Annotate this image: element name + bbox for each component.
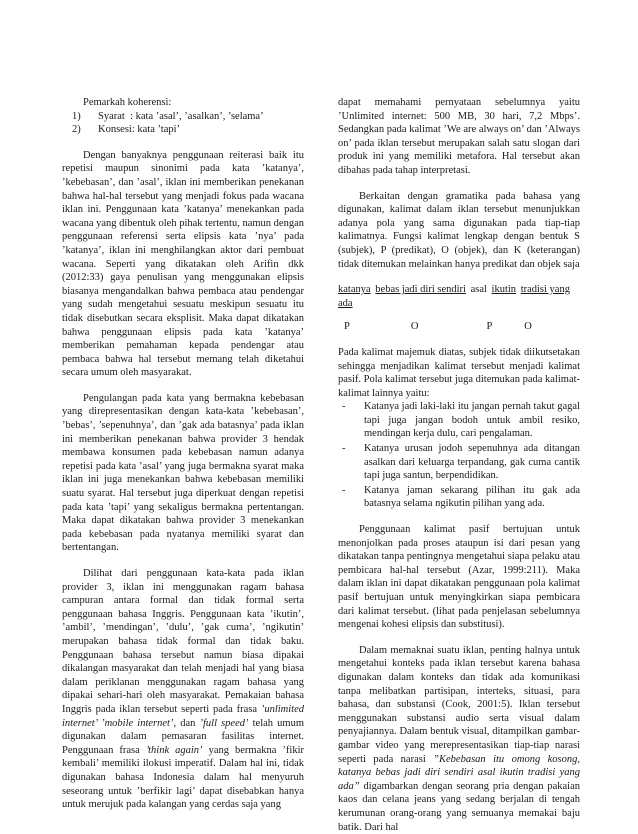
list-item	[338, 400, 580, 441]
coherence-marker-list	[62, 110, 304, 137]
pattern-label: P	[486, 321, 493, 333]
paragraph-reiteration: Dengan banyaknya penggunaan reiterasi baik itu repetisi maupun sinonimi pada kata ’katanya’, ’kebebasan’, dan ’asal’, iklan ini memberikan penekanan bahwa hal-hal tersebut yang menjadi fokus pada wacana iklan ini. Penggunaan kata ’katanya’ menekankan pada wacana yang dibentuk oleh pihak tertentu, namun dengan penggunaan referensi serta elipsis kata ’nya’ pada ’katanya’, iklan ini menghilangkan aktor dari pembuat wacana. Seperti yang dikatakan oleh Arifin dkk (2012:33) gaya penulisan yang menggunakan elipsis biasanya mengandalkan bahwa pembaca atau pendengar yang sudah mengetahui sesuatu meskipun sesuatu itu tidak disebutkan secara eksplisit. Maka dapat dikatakan bahwa penggunaan elipsis pada kata ’katanya’ memberikan pemahaman kepada pendengar atau pembaca bahwa hal tersebut memang telah diketahui secara umum oleh masyarakat.	[62, 149, 305, 379]
list-text: Konsesi: kata ’tapi’	[98, 124, 181, 136]
sentence-segment: asal	[470, 284, 487, 296]
pattern-label: P	[344, 321, 350, 333]
sentence-pattern	[338, 320, 580, 334]
list-text: Katanya urusan jodoh sepenuhnya ada ditangan asalkan dari keluarga terpandang, gak cuma cantik tapi juga santun, berpendidikan.	[364, 443, 580, 482]
sentence-segment: katanya	[338, 284, 371, 296]
left-column	[62, 96, 304, 812]
list-dash: -	[342, 484, 346, 496]
right-column	[338, 96, 580, 834]
paragraph-language-variety	[62, 567, 304, 812]
list-number: 2)	[72, 124, 81, 136]
pattern-label: O	[524, 321, 532, 333]
text-span: digambarkan dengan seorang pria dengan pakaian kaos dan celana jeans yang sedang berjalan di tengah kerumunan orang-orang yang semuanya memakai baju batik. Dari hal	[338, 780, 580, 833]
list-dash: -	[342, 443, 346, 455]
list-text: Syarat : kata ’asal’, ’asalkan’, ’selama’	[98, 110, 264, 122]
sentence-segment: tradisi yang ada	[338, 284, 570, 309]
italic-phrase: ”Kebebasan itu omong kosong, katanya bebas jadi diri sendiri asal ikutin tradisi yang ada”	[338, 753, 580, 792]
paragraph-continuation: dapat memahami pernyataan sebelumnya yaitu ’Unlimited internet: 500 MB, 30 hari, 7,2 Mbps’. Sedangkan pada kalimat ’We are always on’ dan ’Always on’ pada iklan tersebut merupakan salah satu slogan dari produk ini yang memiliki metafora. Hal tersebut akan dibahas pada tahap interpretasi.	[338, 97, 580, 176]
paragraph-passive: Pada kalimat majemuk diatas, subjek tidak diikutsetakan sehingga menjadikan kalimat tersebut menjadi kalimat pasif. Pola kalimat tersebut juga ditemukan pada kalimat-kalimat lainnya yaitu:	[338, 346, 581, 399]
paragraph-repetition: Pengulangan pada kata yang bermakna kebebasan yang direpresentasikan dengan kata-kata ’kebebasan’, ’bebas’, ’sepenuhnya’, dan ’gak ada batasnya’ pada iklan ini memberikan penekanan bahwa provider 3 hendak membawa konsumen pada kebebasan namun adanya repetisi pada kata ’asal’ yang juga bermakna syarat maka iklan ini juga menekankan bahwa kebebasan memiliki suatu syarat. Hal tersebut juga diperkuat dengan repetisi pada kata ’tapi’ yang sekaligus bermakna pertentangan. Maka dapat dikatakan bahwa provider 3 menekankan pada kebebasan pada nyatanya memiliki syarat dan bertentangan.	[62, 392, 304, 554]
list-item	[338, 442, 580, 483]
text-span: Dilihat dari penggunaan kata-kata pada iklan provider 3, iklan ini menggunakan ragam bahasa campuran antara formal dan tidak formal serta penggunaan bahasa Inggris. Penggunaan kata ’ikutin’, ’ambil’, ’mendingan’, ’dulu’, ’gak cuma’, ’ngikutin’ merupakan bahasa tidak formal dan tidak baku. Penggunaan bahasa tersebut namun biasa dipakai dikalangan masyarakat dan telah menjadi hal yang biasa dalam periklanan menggunakan ragam bahasa yang dipakai sehari-hari oleh masyarakat. Pemakaian bahasa Inggris pada iklan tersebut seperti pada frasa	[62, 568, 304, 715]
italic-phrase: ’think again’	[145, 744, 203, 756]
coherence-heading: Pemarkah koherensi:	[83, 97, 172, 108]
text-span: yang bermakna ’fikir kembali’ memiliki ilokusi imperatif. Dalam hal ini, tidak digunakan bahasa Indonesia dalam hal menyuruh seseorang untuk ’berfikir lagi’ dapat disebabkan hanya untuk merujuk pada kalangan yang cerdas saja yang	[62, 744, 304, 811]
italic-phrase: ’unlimited internet’ ’mobile internet’	[62, 703, 305, 729]
list-dash: -	[342, 401, 346, 413]
paragraph-grammar: Berkaitan dengan gramatika pada bahasa yang digunakan, kalimat dalam iklan tersebut menunjukkan adanya pola yang sama digunakan pada tiap-tiap kalimatnya. Fungsi kalimat lengkap dengan bentuk S (subjek), P (predikat), O (objek), dan K (keterangan) tidak ditemukan melainkan hanya predikat dan objek saja	[338, 190, 580, 270]
list-item	[338, 484, 580, 511]
example-sentence	[338, 283, 580, 310]
pattern-label: O	[410, 321, 419, 333]
text-span: , dan	[173, 717, 196, 729]
paragraph-passive-purpose: Penggunaan kalimat pasif bertujuan untuk menonjolkan pada proses ataupun isi dari pesan yang dikatakan tanpa pentingnya mengetahui siapa pelaku atau pembicara hal-hal tersebut (Azar, 1999:211). Maka dalam iklan ini dapat dikatakan penggunaan pola kalimat pasif bertujuan untuk menyingkirkan siapa pembicara dari kalimat tersebut. (lihat pada penjelasan sebelumnya mengenai kohesi elipsis dan substitusi).	[338, 524, 580, 631]
list-item	[62, 123, 304, 137]
list-item	[62, 110, 304, 124]
text-span: telah umum digunakan dalam pemasaran fasilitas internet. Penggunaan frasa	[62, 717, 304, 756]
paragraph-context	[338, 644, 580, 834]
sentence-segment: bebas jadi diri sendiri	[375, 284, 466, 296]
text-span: Dalam memaknai suatu iklan, penting halnya untuk mengetahui konteks pada iklan tersebut karena bahasa digunakan dalam konteks dan tidak ada komunikasi tanpa melibatkan partisipan, interteks, situasi, para bahasa, dan substansi (Cook, 2001:5). Iklan tersebut menggunakan substansi audio serta visual dalam penyajiannya. Dalam bentuk visual, ditampilkan gambar-gambar video yang merepresentasikan tiap-tiap narasi seperti pada narasi	[338, 644, 580, 765]
sentence-segment: ikutin	[491, 284, 517, 296]
italic-phrase: ’full speed’	[199, 717, 249, 729]
example-list	[338, 400, 580, 511]
list-number: 1)	[72, 110, 81, 122]
list-text: Katanya jadi laki-laki itu jangan pernah takut gagal tapi juga jangan bodoh untuk ambil resiko, mendingan kerja dulu, cari pengalaman.	[364, 401, 580, 440]
list-text: Katanya jaman sekarang pilihan itu gak ada batasnya selama ngikutin pilihan yang ada.	[364, 484, 580, 510]
